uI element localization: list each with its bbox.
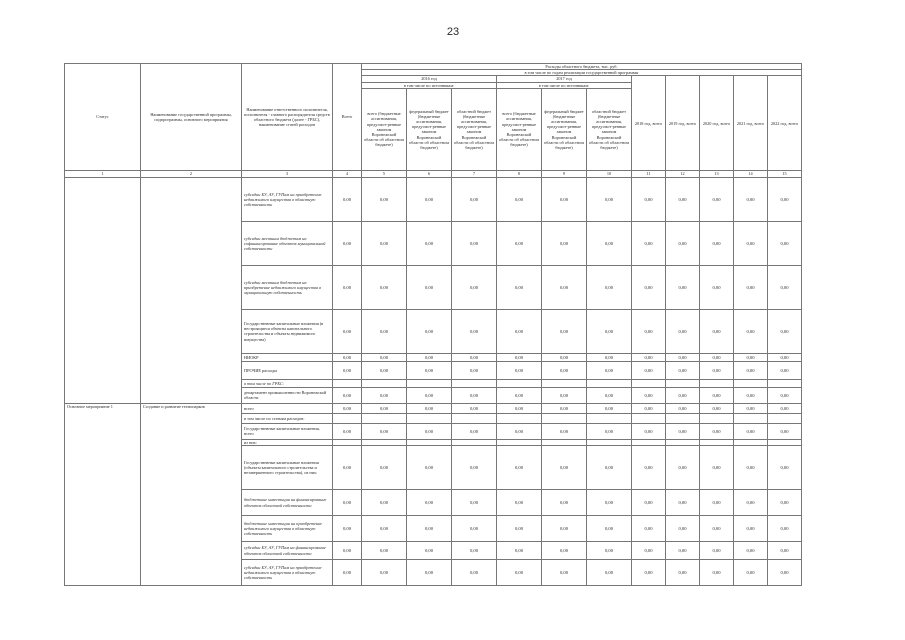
row-item-name: субсидии местным бюджетам на софинансирование объектов муниципальной собственности [242,221,333,265]
value-cell: 0,00 [587,309,632,353]
value-cell: 0,00 [407,516,452,542]
value-cell: 0,00 [632,490,666,516]
value-cell: 0,00 [632,353,666,361]
value-cell: 0,00 [407,387,452,403]
row-item-name: в том числе по ГРБС: [242,379,333,387]
value-cell: 0,00 [587,177,632,221]
table-row [65,403,802,413]
row-item-name: ПРОЧИЕ расходы [242,361,333,379]
value-cell: 0,00 [666,403,700,413]
column-number: 1 [65,170,141,177]
row-item-name: из них: [242,439,333,445]
header-expenses: Расходы областного бюджета, тыс. руб. [362,64,802,70]
value-cell [407,413,452,423]
value-cell [768,413,802,423]
value-cell: 0,00 [700,516,734,542]
value-cell: 0,00 [632,446,666,490]
row-status: Основное мероприятие 1 [65,403,141,585]
value-cell: 0,00 [362,516,407,542]
value-cell [497,413,542,423]
value-cell: 0,00 [333,560,362,586]
value-cell [666,379,700,387]
value-cell: 0,00 [666,265,700,309]
value-cell [666,413,700,423]
value-cell: 0,00 [497,403,542,413]
value-cell: 0,00 [734,560,768,586]
value-cell: 0,00 [542,490,587,516]
column-number: 6 [407,170,452,177]
value-cell: 0,00 [452,221,497,265]
value-cell: 0,00 [497,387,542,403]
header-2018: 2018 год, всего [632,76,666,170]
column-number: 3 [242,170,333,177]
value-cell: 0,00 [587,387,632,403]
value-cell [768,379,802,387]
value-cell: 0,00 [734,403,768,413]
value-cell: 0,00 [587,560,632,586]
value-cell: 0,00 [542,361,587,379]
value-cell: 0,00 [666,446,700,490]
value-cell [632,379,666,387]
value-cell: 0,00 [768,560,802,586]
value-cell: 0,00 [632,361,666,379]
budget-table-sheet [64,63,802,586]
row-status [65,177,141,403]
value-cell: 0,00 [542,221,587,265]
value-cell: 0,00 [700,446,734,490]
value-cell: 0,00 [700,423,734,439]
value-cell: 0,00 [407,361,452,379]
header-2016: 2016 год [362,76,497,82]
value-cell: 0,00 [542,353,587,361]
header-2016-sources: в том числе по источникам: [362,82,497,88]
column-number: 5 [362,170,407,177]
value-cell [587,379,632,387]
header-2017-sources: в том числе по источникам: [497,82,632,88]
value-cell: 0,00 [452,387,497,403]
value-cell: 0,00 [333,403,362,413]
value-cell [407,379,452,387]
value-cell: 0,00 [768,446,802,490]
value-cell: 0,00 [734,542,768,560]
value-cell: 0,00 [700,353,734,361]
value-cell: 0,00 [768,361,802,379]
value-cell: 0,00 [362,560,407,586]
value-cell: 0,00 [333,516,362,542]
row-item-name: субсидии местным бюджетам на приобретение недвижимого имущества в муниципальную собственность [242,265,333,309]
row-item-name: Государственные капитальные вложения (объекты капитального строительства и незавершенного строительства), из них: [242,446,333,490]
value-cell: 0,00 [333,542,362,560]
value-cell: 0,00 [542,403,587,413]
value-cell: 0,00 [333,490,362,516]
value-cell [452,413,497,423]
value-cell: 0,00 [666,177,700,221]
value-cell: 0,00 [666,353,700,361]
column-number: 14 [734,170,768,177]
value-cell: 0,00 [734,177,768,221]
value-cell: 0,00 [362,542,407,560]
value-cell: 0,00 [632,265,666,309]
row-item-name: бюджетные инвестиции на приобретение недвижимого имущества в областную собственность [242,516,333,542]
value-cell: 0,00 [452,265,497,309]
value-cell: 0,00 [407,423,452,439]
column-number: 10 [587,170,632,177]
row-item-name: НИОКР [242,353,333,361]
value-cell: 0,00 [497,361,542,379]
header-2019: 2019 год, всего [666,76,700,170]
column-number: 2 [141,170,242,177]
value-cell: 0,00 [362,353,407,361]
value-cell [452,379,497,387]
value-cell: 0,00 [362,490,407,516]
header-executor: Наименование ответственного исполнителя, исполнителя - главного распорядителя средств областного бюджета (далее - ГРБС), наименование статей расходов [242,64,333,171]
value-cell: 0,00 [407,542,452,560]
value-cell: 0,00 [407,177,452,221]
value-cell: 0,00 [700,387,734,403]
row-item-name: всего [242,403,333,413]
value-cell: 0,00 [497,490,542,516]
value-cell: 0,00 [542,560,587,586]
column-number: 11 [632,170,666,177]
value-cell: 0,00 [587,516,632,542]
value-cell [542,413,587,423]
value-cell: 0,00 [407,490,452,516]
value-cell: 0,00 [542,177,587,221]
value-cell: 0,00 [632,516,666,542]
value-cell: 0,00 [362,423,407,439]
value-cell: 0,00 [333,309,362,353]
value-cell: 0,00 [734,516,768,542]
header-2017-total: всего (бюджетные ассигнования, предусмот-ренные законом Воронежской области об областном бюджете) [497,88,542,170]
value-cell [542,379,587,387]
value-cell: 0,00 [700,560,734,586]
value-cell: 0,00 [407,560,452,586]
value-cell: 0,00 [734,446,768,490]
value-cell: 0,00 [542,387,587,403]
value-cell: 0,00 [632,560,666,586]
value-cell: 0,00 [734,361,768,379]
header-2021: 2021 год, всего [734,76,768,170]
value-cell: 0,00 [452,353,497,361]
value-cell: 0,00 [700,221,734,265]
value-cell: 0,00 [768,265,802,309]
header-total: Всего [333,64,362,171]
value-cell: 0,00 [768,403,802,413]
value-cell: 0,00 [333,265,362,309]
value-cell [333,379,362,387]
value-cell: 0,00 [407,353,452,361]
value-cell: 0,00 [587,446,632,490]
value-cell: 0,00 [497,516,542,542]
table-header [65,64,802,171]
value-cell: 0,00 [497,353,542,361]
value-cell: 0,00 [666,309,700,353]
value-cell: 0,00 [333,177,362,221]
value-cell [362,413,407,423]
header-status: Статус [65,64,141,171]
value-cell: 0,00 [452,309,497,353]
value-cell: 0,00 [666,361,700,379]
row-item-name: Государственные капитальные вложения (в нестроящиеся объекты капитального строительства и объекты недвижимого имущества) [242,309,333,353]
row-item-name: субсидии БУ, АУ, ГУПам на приобретение недвижимого имущества в областную собственность [242,560,333,586]
value-cell: 0,00 [587,265,632,309]
value-cell: 0,00 [700,309,734,353]
value-cell: 0,00 [768,309,802,353]
value-cell: 0,00 [497,177,542,221]
value-cell: 0,00 [700,403,734,413]
value-cell: 0,00 [734,387,768,403]
column-number: 12 [666,170,700,177]
value-cell: 0,00 [700,490,734,516]
page-number: 23 [446,26,460,38]
value-cell: 0,00 [587,403,632,413]
value-cell: 0,00 [362,177,407,221]
value-cell: 0,00 [452,177,497,221]
value-cell: 0,00 [333,353,362,361]
value-cell: 0,00 [587,490,632,516]
value-cell: 0,00 [362,265,407,309]
header-2017-regional: областной бюджет (бюджетные ассигнования, предусмот-ренные законом Воронежской области об областном бюджете) [587,88,632,170]
row-item-name: в том числе по статьям расходов: [242,413,333,423]
value-cell [587,413,632,423]
header-2016-federal: федеральный бюджет (бюджетные ассигнования, предусмот-ренные законом Воронежской области об областном бюджете) [407,88,452,170]
value-cell: 0,00 [333,446,362,490]
value-cell [497,379,542,387]
value-cell: 0,00 [542,265,587,309]
value-cell: 0,00 [666,516,700,542]
value-cell: 0,00 [452,403,497,413]
table-body [65,177,802,585]
value-cell: 0,00 [362,309,407,353]
value-cell: 0,00 [666,387,700,403]
value-cell: 0,00 [587,353,632,361]
value-cell: 0,00 [542,516,587,542]
value-cell: 0,00 [734,353,768,361]
value-cell: 0,00 [333,221,362,265]
value-cell: 0,00 [452,490,497,516]
value-cell: 0,00 [452,542,497,560]
value-cell: 0,00 [666,221,700,265]
value-cell: 0,00 [333,423,362,439]
value-cell: 0,00 [587,423,632,439]
header-program: Наименование государственной программы, подпрограммы, основного мероприятия [141,64,242,171]
value-cell: 0,00 [632,309,666,353]
value-cell: 0,00 [497,309,542,353]
column-number: 4 [333,170,362,177]
budget-table [64,63,802,586]
column-number: 15 [768,170,802,177]
value-cell: 0,00 [700,177,734,221]
header-2022: 2022 год, всего [768,76,802,170]
value-cell: 0,00 [542,309,587,353]
row-item-name: бюджетные инвестиции на финансирование объектов областной собственности [242,490,333,516]
value-cell: 0,00 [632,423,666,439]
value-cell: 0,00 [734,221,768,265]
row-item-name: субсидии БУ, АУ, ГУПам на приобретение недвижимого имущества в областную собственность [242,177,333,221]
value-cell: 0,00 [333,361,362,379]
value-cell: 0,00 [497,221,542,265]
row-item-name: субсидии БУ, АУ, ГУПам на финансирование объектов областной собственности [242,542,333,560]
value-cell: 0,00 [768,387,802,403]
value-cell: 0,00 [700,542,734,560]
value-cell: 0,00 [362,446,407,490]
value-cell: 0,00 [362,221,407,265]
value-cell: 0,00 [587,542,632,560]
value-cell: 0,00 [333,387,362,403]
value-cell: 0,00 [542,542,587,560]
column-number: 9 [542,170,587,177]
header-incl-years: в том числе по годам реализации государственной программы [362,70,802,76]
header-2017-federal: федеральный бюджет (бюджетные ассигнования, предусмот-ренные законом Воронежской области об областном бюджете) [542,88,587,170]
value-cell: 0,00 [632,221,666,265]
value-cell [700,379,734,387]
value-cell: 0,00 [768,177,802,221]
row-item-name: департамент промышленности Воронежской области [242,387,333,403]
column-number: 7 [452,170,497,177]
table-row [65,177,802,221]
value-cell: 0,00 [542,446,587,490]
value-cell [333,413,362,423]
value-cell: 0,00 [452,361,497,379]
value-cell: 0,00 [587,221,632,265]
value-cell: 0,00 [452,423,497,439]
value-cell [362,379,407,387]
value-cell: 0,00 [768,221,802,265]
value-cell: 0,00 [542,423,587,439]
header-2020: 2020 год, всего [700,76,734,170]
value-cell [734,379,768,387]
value-cell: 0,00 [407,403,452,413]
value-cell: 0,00 [407,221,452,265]
value-cell: 0,00 [734,490,768,516]
header-2016-regional: областной бюджет (бюджетные ассигнования, предусмот-ренные законом Воронежской области об областном бюджете) [452,88,497,170]
value-cell: 0,00 [768,516,802,542]
value-cell: 0,00 [362,387,407,403]
value-cell: 0,00 [666,542,700,560]
value-cell: 0,00 [407,265,452,309]
value-cell: 0,00 [362,361,407,379]
value-cell: 0,00 [700,361,734,379]
value-cell: 0,00 [587,361,632,379]
value-cell: 0,00 [407,309,452,353]
value-cell [700,413,734,423]
value-cell [734,413,768,423]
value-cell: 0,00 [666,560,700,586]
value-cell: 0,00 [666,423,700,439]
value-cell: 0,00 [734,265,768,309]
header-2017: 2017 год [497,76,632,82]
value-cell: 0,00 [632,177,666,221]
column-number: 8 [497,170,542,177]
value-cell: 0,00 [497,423,542,439]
value-cell: 0,00 [407,446,452,490]
value-cell: 0,00 [497,446,542,490]
value-cell: 0,00 [734,309,768,353]
value-cell [632,413,666,423]
row-item-name: Государственные капитальные вложения, всего [242,423,333,439]
value-cell: 0,00 [734,423,768,439]
value-cell: 0,00 [362,403,407,413]
value-cell: 0,00 [497,265,542,309]
value-cell: 0,00 [497,542,542,560]
value-cell: 0,00 [632,387,666,403]
value-cell: 0,00 [497,560,542,586]
value-cell: 0,00 [768,542,802,560]
value-cell: 0,00 [452,446,497,490]
header-2016-total: всего (бюджетные ассигнования, предусмот-ренные законом Воронежской области об областном бюджете) [362,88,407,170]
row-program [141,177,242,403]
value-cell: 0,00 [632,403,666,413]
column-number-row [65,170,802,177]
value-cell: 0,00 [452,516,497,542]
value-cell: 0,00 [632,542,666,560]
value-cell: 0,00 [768,490,802,516]
row-program: Создание и развитие технопарков [141,403,242,585]
value-cell: 0,00 [768,423,802,439]
value-cell: 0,00 [700,265,734,309]
value-cell: 0,00 [768,353,802,361]
value-cell: 0,00 [666,490,700,516]
value-cell: 0,00 [452,560,497,586]
column-number: 13 [700,170,734,177]
